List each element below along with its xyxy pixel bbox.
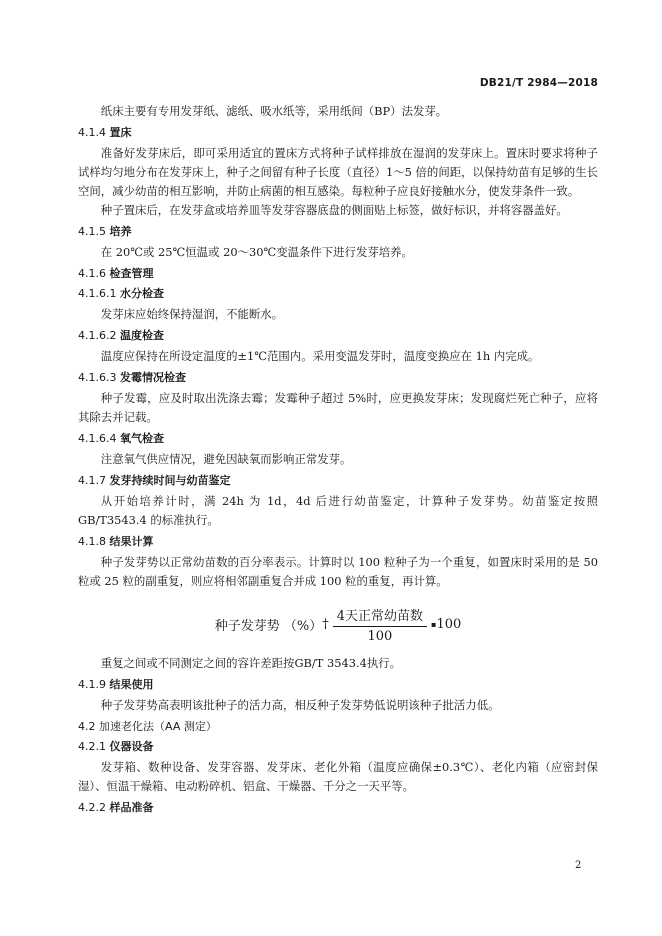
- section-number: 4.2.1: [78, 740, 106, 753]
- page-number: 2: [575, 860, 582, 871]
- paragraph: 准备好发芽床后，即可采用适宜的置床方式将种子试样排放在湿润的发芽床上。置床时要求将种子试样均匀地分布在发芽床上，种子之间留有种子长度（直径）1～5 倍的间距，以保持幼苗有足够的生长空间，减少幼苗的相互影响，并防止病菌的相互感染。每粒种子应良好接触水分，使发芽条件一致。: [78, 146, 598, 198]
- section-title: 结果使用: [109, 678, 154, 691]
- germination-formula: [78, 605, 598, 644]
- section-heading: [78, 799, 598, 816]
- section-heading: [78, 265, 598, 282]
- paragraph: 种子发霉，应及时取出洗涤去霉；发霉种子超过 5%时，应更换发芽床；发现腐烂死亡种子，应将其除去并记载。: [78, 391, 598, 424]
- section-heading: [78, 738, 598, 755]
- section-title: 发霉情况检查: [119, 371, 186, 384]
- section-number: 4.1.4: [78, 126, 106, 139]
- paragraph: 重复之间或不同测定之间的容许差距按GB/T 3543.4执行。: [100, 656, 401, 670]
- section-number: 4.1.9: [78, 678, 106, 691]
- section-title: 水分检查: [119, 287, 164, 300]
- section-heading: [78, 472, 598, 489]
- section-number: 4.1.6.3: [78, 371, 117, 384]
- formula-operator: †: [322, 617, 329, 632]
- section-title: 样品准备: [109, 801, 154, 814]
- paragraph: 种子发芽势以正常幼苗数的百分率表示。计算时以 100 粒种子为一个重复，如置床时采用的是 50 粒或 25 粒的副重复，则应将相邻副重复合并成 100 粒的重复，再计算。: [78, 555, 598, 588]
- formula-fraction: [333, 605, 427, 644]
- paragraph: 发芽箱、数种设备、发芽容器、发芽床、老化外箱（温度应确保±0.3℃）、老化内箱（应密封保湿）、恒温干燥箱、电动粉碎机、铝盒、干燥器、千分之一天平等。: [78, 760, 598, 793]
- paragraph: 发芽床应始终保持湿润，不能断水。: [100, 307, 284, 321]
- section-title: 结果计算: [109, 535, 154, 548]
- section-heading: [78, 124, 598, 141]
- section-title: 氧气检查: [119, 432, 164, 445]
- paragraph: 在 20℃或 25℃恒温或 20～30℃变温条件下进行发芽培养。: [100, 245, 413, 259]
- formula-lhs: 种子发芽势 （%）: [214, 619, 323, 634]
- section-number: 4.1.6: [78, 267, 106, 280]
- section-number: 4.1.7: [78, 474, 106, 487]
- section-title: 温度检查: [119, 329, 164, 342]
- formula-numerator: 4天正常幼苗数: [333, 605, 427, 627]
- section-title: 培养: [109, 225, 132, 238]
- section-heading: [78, 718, 598, 735]
- section-number: 4.2.2: [78, 801, 106, 814]
- section-number: 4.1.6.2: [78, 329, 117, 342]
- paragraph: 种子发芽势高表明该批种子的活力高，相反种子发芽势低说明该种子批活力低。: [100, 698, 500, 712]
- paragraph: 注意氧气供应情况，避免因缺氧而影响正常发芽。: [100, 452, 352, 466]
- section-heading: [78, 327, 598, 344]
- paragraph: 纸床主要有专用发芽纸、滤纸、吸水纸等，采用纸间（BP）法发芽。: [100, 104, 448, 118]
- section-heading: [78, 676, 598, 693]
- section-title: 检查管理: [109, 267, 154, 280]
- section-number: 4.1.6.1: [78, 287, 117, 300]
- paragraph: 种子置床后，在发芽盒或培养皿等发芽容器底盘的侧面贴上标签，做好标识，并将容器盖好。: [100, 203, 568, 217]
- section-title: 仪器设备: [109, 740, 154, 753]
- document-id: DB21/T 2984—2018: [479, 77, 598, 89]
- section-number: 4.1.8: [78, 535, 106, 548]
- section-heading: [78, 369, 598, 386]
- formula-denominator: 100: [367, 629, 393, 644]
- paragraph: 从开始培养计时，满 24h 为 1d，4d 后进行幼苗鉴定，计算种子发芽势。幼苗鉴定按照 GB/T3543.4 的标准执行。: [78, 494, 598, 527]
- section-number: 4.2: [78, 720, 96, 733]
- section-title: 加速老化法（AA 测定）: [99, 720, 217, 733]
- formula-rhs: 100: [436, 617, 462, 632]
- section-title: 发芽持续时间与幼苗鉴定: [109, 474, 231, 487]
- section-number: 4.1.5: [78, 225, 106, 238]
- section-number: 4.1.6.4: [78, 432, 117, 445]
- section-heading: [78, 223, 598, 240]
- section-heading: [78, 533, 598, 550]
- paragraph: 温度应保持在所设定温度的±1℃范围内。采用变温发芽时，温度变换应在 1h 内完成。: [100, 349, 540, 363]
- section-heading: [78, 430, 598, 447]
- section-title: 置床: [109, 126, 132, 139]
- document-body: [78, 102, 598, 819]
- formula-operator: ▪: [431, 620, 437, 629]
- section-heading: [78, 285, 598, 302]
